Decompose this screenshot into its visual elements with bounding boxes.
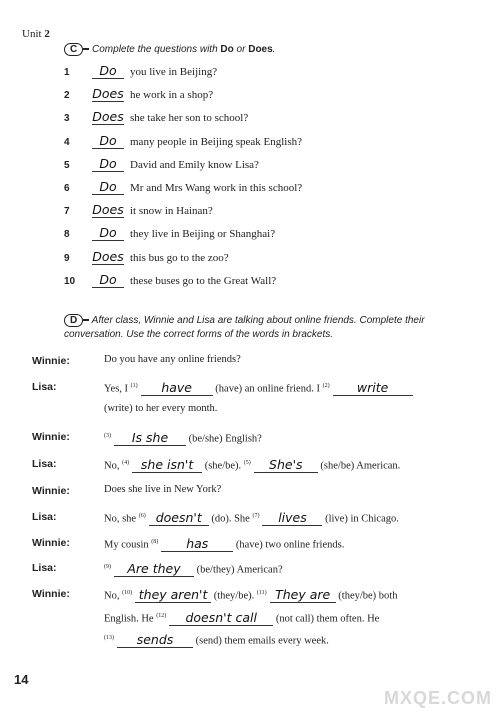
question-text: they live in Beijing or Shanghai?	[130, 228, 276, 241]
page-number: 14	[14, 672, 29, 687]
answer-blank[interactable]: They are	[270, 588, 336, 603]
dialogue-text: (they/be).	[213, 590, 255, 602]
answer-blank[interactable]: they aren't	[135, 588, 211, 603]
answer-blank[interactable]: Do	[92, 226, 124, 241]
question-item	[64, 157, 259, 173]
exercise-c-badge: C	[64, 43, 83, 56]
instruction-word-do: Do	[220, 44, 234, 55]
dialogue-text: (she/be).	[204, 460, 242, 472]
dialogue-text: (send) them emails every week.	[195, 635, 329, 647]
blank-number: (5)	[243, 460, 251, 466]
answer-blank[interactable]: Do	[92, 64, 124, 79]
blank-number: (6)	[138, 513, 146, 519]
answer-blank[interactable]: Do	[92, 157, 124, 172]
answer-blank[interactable]: Does	[92, 202, 124, 218]
answer-blank[interactable]: lives	[262, 511, 322, 526]
dialogue-text: (have) an online friend. I	[215, 383, 320, 395]
dialogue-text: No, she	[104, 513, 137, 525]
dialogue-line	[104, 534, 344, 554]
question-item	[64, 226, 275, 242]
question-item	[64, 203, 213, 219]
question-text: she take her son to school?	[130, 112, 249, 125]
answer-blank[interactable]: has	[161, 537, 233, 552]
answer-blank[interactable]: Are they	[114, 562, 194, 577]
dialogue-text: Do you have any online friends?	[104, 354, 241, 365]
answer-blank[interactable]: have	[141, 381, 213, 396]
question-text: David and Emily know Lisa?	[130, 158, 259, 171]
blank-number: (7)	[252, 513, 260, 519]
dialogue-line	[104, 482, 221, 498]
unit-number: 2	[44, 28, 50, 40]
question-item	[64, 180, 302, 196]
dialogue-line	[104, 585, 397, 605]
question-text: it snow in Hainan?	[130, 205, 213, 218]
question-text: many people in Beijing speak English?	[130, 135, 302, 148]
speaker-label: Winnie:	[32, 537, 70, 549]
unit-header	[22, 28, 50, 40]
instruction-text: .	[272, 44, 276, 55]
dialogue-line	[104, 608, 379, 628]
dialogue-text: (live) in Chicago.	[325, 513, 399, 525]
question-item	[64, 64, 217, 80]
dialogue-line	[104, 508, 399, 528]
answer-blank[interactable]: she isn't	[132, 458, 202, 473]
answer-blank[interactable]: Does	[92, 248, 124, 264]
dialogue-line	[104, 630, 329, 650]
blank-number: (1)	[130, 383, 138, 389]
question-number: 10	[64, 275, 76, 287]
blank-number: (11)	[256, 590, 267, 596]
dialogue-text: (be/she) English?	[188, 433, 262, 445]
dialogue-line	[104, 428, 262, 448]
watermark-logo: MXQE.COM	[383, 688, 492, 708]
dialogue-line	[104, 455, 400, 475]
blank-number: (3)	[104, 433, 111, 439]
answer-blank[interactable]: Does	[92, 86, 124, 102]
exercise-d-badge: D	[64, 314, 83, 327]
dialogue-line	[104, 352, 241, 368]
speaker-label: Lisa:	[32, 511, 57, 523]
answer-blank[interactable]: write	[333, 381, 413, 396]
question-item	[64, 87, 213, 103]
question-item	[64, 273, 276, 289]
speaker-label: Winnie:	[32, 588, 70, 600]
question-number: 2	[64, 90, 70, 102]
blank-number: (2)	[322, 383, 330, 389]
question-text: this bus go to the zoo?	[130, 251, 229, 264]
dialogue-text: My cousin	[104, 539, 149, 551]
speaker-label: Lisa:	[32, 381, 57, 393]
blank-number: (9)	[104, 564, 111, 570]
dialogue-text: (be/they) American?	[196, 564, 283, 576]
instruction-word-does: Does	[248, 44, 273, 55]
question-number: 4	[64, 136, 70, 148]
blank-number: (4)	[122, 460, 130, 466]
question-number: 3	[64, 113, 70, 125]
dialogue-text: Does she live in New York?	[104, 484, 222, 495]
question-text: these buses go to the Great Wall?	[130, 274, 277, 287]
question-number: 1	[64, 67, 70, 78]
dialogue-text: (have) two online friends.	[235, 539, 345, 551]
question-item	[64, 110, 248, 126]
answer-blank[interactable]: Is she	[114, 431, 186, 446]
answer-blank[interactable]: She's	[254, 458, 318, 473]
dialogue-line	[104, 559, 283, 579]
question-text: you live in Beijing?	[130, 66, 218, 78]
speaker-label: Winnie:	[32, 355, 70, 367]
dialogue-text: (write) to her every month.	[104, 403, 218, 414]
dialogue-text: (she/be) American.	[320, 460, 401, 472]
answer-blank[interactable]: Does	[92, 109, 124, 125]
dialogue-text: Yes, I	[104, 383, 129, 395]
answer-blank[interactable]: doesn't	[149, 511, 209, 526]
question-item	[64, 134, 302, 150]
question-number: 5	[64, 159, 70, 171]
dialogue-text: (they/be) both	[338, 590, 398, 602]
dialogue-text: No,	[104, 590, 120, 602]
speaker-label: Winnie:	[32, 485, 70, 497]
speaker-label: Lisa:	[32, 458, 57, 470]
blank-number: (12)	[156, 613, 167, 619]
question-text: he work in a shop?	[130, 89, 214, 102]
unit-label: Unit	[22, 28, 42, 40]
blank-number: (8)	[151, 539, 159, 545]
blank-number: (13)	[104, 635, 114, 641]
question-text: Mr and Mrs Wang work in this school?	[130, 182, 303, 194]
answer-blank[interactable]: doesn't call	[169, 611, 273, 626]
dialogue-line	[104, 378, 413, 398]
speaker-label: Lisa:	[32, 562, 57, 574]
question-number: 6	[64, 183, 70, 194]
instruction-text: or	[233, 44, 249, 55]
dialogue-line	[104, 401, 217, 417]
question-number: 7	[64, 206, 70, 218]
question-number: 8	[64, 229, 70, 241]
blank-number: (10)	[122, 590, 133, 596]
question-number: 9	[64, 252, 70, 264]
instruction-text: Complete the questions with	[92, 44, 221, 55]
answer-blank[interactable]: Do	[92, 134, 124, 149]
exercise-c-instruction	[64, 43, 275, 57]
speaker-label: Winnie:	[32, 431, 70, 443]
dialogue-text: (do). She	[211, 513, 250, 525]
answer-blank[interactable]: sends	[117, 633, 193, 648]
question-item	[64, 250, 229, 266]
exercise-d-instruction	[64, 314, 444, 342]
answer-blank[interactable]: Do	[92, 180, 124, 195]
answer-blank[interactable]: Do	[92, 273, 124, 288]
instruction-text: After class, Winnie and Lisa are talking about online friends. Complete their conversation. Use the correct forms of the words in brackets.	[64, 315, 425, 340]
dialogue-text: No,	[104, 460, 120, 472]
dialogue-text: English. He	[104, 613, 154, 625]
dialogue-text: (not call) them often. He	[275, 613, 380, 625]
